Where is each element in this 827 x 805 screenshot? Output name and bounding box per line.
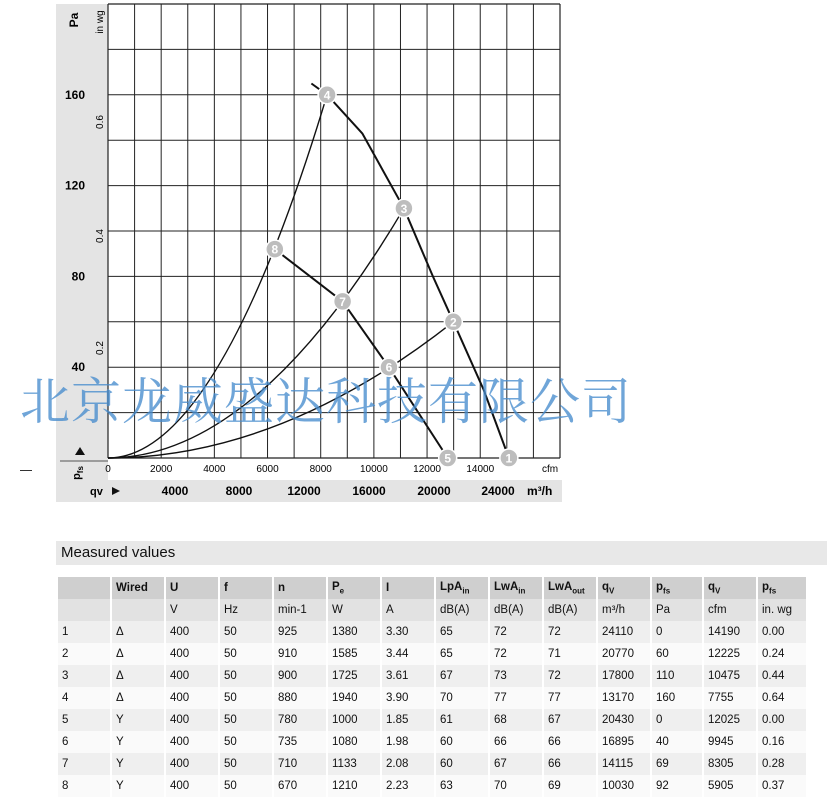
table-cell: 60 [436,753,488,775]
operating-point-label: 2 [450,315,457,330]
operating-point-label: 3 [400,201,408,216]
table-row [58,687,806,709]
y-tick-label-pa: 120 [64,178,85,193]
table-cell: 5 [58,709,110,731]
x-tick-label-m3h: 24000 [481,484,515,498]
column-unit: Hz [220,599,272,621]
table-cell: 70 [436,687,488,709]
operating-point-label: 5 [444,451,452,466]
operating-point-label: 4 [323,88,331,103]
column-header: $q_V$ [704,577,756,599]
table-cell: 3.90 [382,687,434,709]
table-cell: 40 [652,731,702,753]
table-cell: 65 [436,643,488,665]
table-cell: 24110 [598,621,650,643]
table-cell: 73 [490,665,542,687]
table-cell: 1.98 [382,731,434,753]
column-header: $P_e$ [328,577,380,599]
y-tick-label-pa: 160 [64,87,85,102]
table-cell: Y [112,775,164,797]
table-cell: 13170 [598,687,650,709]
table-cell: 400 [166,643,218,665]
table-cell: 0.28 [758,753,806,775]
table-cell: 3 [58,665,110,687]
table-cell: 0.00 [758,709,806,731]
table-cell: 50 [220,665,272,687]
column-unit: dB(A) [544,599,596,621]
x-tick-label-cfm: 4000 [203,464,226,475]
table-cell: 910 [274,643,326,665]
column-unit: W [328,599,380,621]
column-unit: V [166,599,218,621]
column-header-subscript: fs [769,586,777,596]
table-cell: 1080 [328,731,380,753]
x-tick-label-cfm: 12000 [413,464,441,475]
column-header: Wired [112,577,164,599]
x-tick-label-m3h: 20000 [417,484,451,498]
table-cell: 1380 [328,621,380,643]
table-cell: Δ [112,643,164,665]
table-cell: 72 [544,621,596,643]
pfs-symbol: p [71,473,83,480]
table-cell: 70 [490,775,542,797]
operating-point-label: 1 [505,451,513,466]
table-cell: 0.00 [758,621,806,643]
table-cell: 2.23 [382,775,434,797]
table-cell: 925 [274,621,326,643]
column-header-subscript: in [518,586,526,596]
table-cell: 0.24 [758,643,806,665]
table-cell: 10030 [598,775,650,797]
table-cell: 3.44 [382,643,434,665]
column-header: LpA$_{in}$ [436,577,488,599]
table-cell: 50 [220,687,272,709]
table-cell: 400 [166,753,218,775]
table-cell: 0.44 [758,665,806,687]
table-cell: 67 [490,753,542,775]
table-cell: 400 [166,665,218,687]
table-cell: 400 [166,621,218,643]
table-cell: 68 [490,709,542,731]
x-tick-label-cfm: 14000 [466,464,495,475]
table-cell: 1133 [328,753,380,775]
pfs-subscript: fs [76,466,85,474]
table-cell: 69 [652,753,702,775]
table-cell: 670 [274,775,326,797]
y-axis-unit-pa: Pa [67,12,81,28]
table-cell: 4 [58,687,110,709]
table-cell: 20430 [598,709,650,731]
table-cell: 61 [436,709,488,731]
table-cell: 0.16 [758,731,806,753]
table-cell: 63 [436,775,488,797]
table-cell: 0.37 [758,775,806,797]
table-cell: 92 [652,775,702,797]
table-cell: 60 [436,731,488,753]
column-header-subscript: in [462,586,470,596]
table-cell: 77 [544,687,596,709]
table-cell: 1.85 [382,709,434,731]
table-cell: 880 [274,687,326,709]
column-header [58,577,110,599]
column-unit: dB(A) [490,599,542,621]
qv-axis-label: qv [90,486,103,498]
column-unit: A [382,599,434,621]
column-unit: Pa [652,599,702,621]
x-tick-label-m3h: 8000 [225,484,253,498]
table-cell: 735 [274,731,326,753]
table-header-row [58,577,806,599]
column-unit: min-1 [274,599,326,621]
table-cell: 400 [166,687,218,709]
table-cell: 72 [490,643,542,665]
x-tick-label-m3h: 12000 [287,484,321,498]
y-tick-label-inwg: 0.4 [95,229,106,243]
column-header: f [220,577,272,599]
table-cell: 1000 [328,709,380,731]
x-tick-label-cfm: 6000 [256,464,279,475]
table-cell: 60 [652,643,702,665]
table-cell: 400 [166,731,218,753]
left-axis-band [56,4,108,502]
column-header: LwA$_{out}$ [544,577,596,599]
table-cell: 1210 [328,775,380,797]
table-cell: 7 [58,753,110,775]
column-header: U [166,577,218,599]
table-cell: 50 [220,775,272,797]
column-unit: dB(A) [436,599,488,621]
table-cell: 17800 [598,665,650,687]
column-header-subscript: out [572,586,585,596]
table-cell: 72 [544,665,596,687]
table-cell: 10475 [704,665,756,687]
x-tick-label-cfm: 0 [105,464,111,475]
table-cell: 1940 [328,687,380,709]
table-cell: Y [112,753,164,775]
table-cell: 66 [544,753,596,775]
column-unit [112,599,164,621]
table-cell: 2 [58,643,110,665]
table-row [58,731,806,753]
table-row [58,643,806,665]
table-cell: 710 [274,753,326,775]
operating-point-label: 8 [271,242,279,257]
table-row [58,775,806,797]
column-header: $p_{fs}$ [652,577,702,599]
table-cell: 50 [220,709,272,731]
column-header-subscript: e [339,586,345,596]
table-cell: 66 [544,731,596,753]
table-cell: 72 [490,621,542,643]
x-axis-unit-m3h: m³/h [527,484,553,498]
x-tick-label-m3h: 16000 [352,484,386,498]
table-cell: 160 [652,687,702,709]
operating-point-label: 7 [339,294,346,309]
column-header-subscript: V [715,586,721,596]
table-row [58,621,806,643]
table-cell: 9945 [704,731,756,753]
y-tick-label-inwg: 0.2 [95,341,106,355]
table-cell: 50 [220,753,272,775]
table-cell: 7755 [704,687,756,709]
table-cell: 2.08 [382,753,434,775]
table-cell: 50 [220,643,272,665]
column-unit [58,599,110,621]
left-dash-mark [20,470,32,471]
column-header: $p_{fs}$ [758,577,806,599]
table-cell: 50 [220,621,272,643]
column-header-subscript: V [609,586,615,596]
x-axis-unit-cfm: cfm [542,464,559,475]
table-cell: 14190 [704,621,756,643]
table-cell: 8305 [704,753,756,775]
column-header: LwA$_{in}$ [490,577,542,599]
table-cell: 0 [652,709,702,731]
table-cell: 780 [274,709,326,731]
table-cell: 1725 [328,665,380,687]
table-cell: 50 [220,731,272,753]
table-cell: 400 [166,775,218,797]
column-unit: in. wg [758,599,806,621]
table-cell: Δ [112,621,164,643]
column-header: I [382,577,434,599]
table-cell: 14115 [598,753,650,775]
table-cell: 66 [490,731,542,753]
table-cell: 0.64 [758,687,806,709]
table-cell: 16895 [598,731,650,753]
table-cell: 12025 [704,709,756,731]
table-cell: 6 [58,731,110,753]
column-header: $q_V$ [598,577,650,599]
table-cell: 3.30 [382,621,434,643]
table-row [58,753,806,775]
table-row [58,665,806,687]
y-tick-label-pa: 40 [71,360,85,375]
table-cell: Δ [112,687,164,709]
x-tick-label-m3h: 4000 [161,484,189,498]
table-cell: 110 [652,665,702,687]
table-cell: 67 [436,665,488,687]
table-unit-row [58,599,806,621]
x-tick-label-cfm: 10000 [359,464,388,475]
x-tick-label-cfm: 8000 [309,464,332,475]
table-cell: 71 [544,643,596,665]
column-unit: cfm [704,599,756,621]
table-cell: 1 [58,621,110,643]
x-tick-label-cfm: 2000 [150,464,173,475]
table-cell: 20770 [598,643,650,665]
table-cell: 5905 [704,775,756,797]
table-cell: 8 [58,775,110,797]
table-cell: 65 [436,621,488,643]
table-cell: Δ [112,665,164,687]
column-unit: m³/h [598,599,650,621]
measured-values-table [56,577,808,797]
table-cell: 400 [166,709,218,731]
column-header-subscript: fs [663,586,671,596]
operating-point-label: 6 [385,360,393,375]
column-header: n [274,577,326,599]
table-cell: 77 [490,687,542,709]
table-cell: Y [112,709,164,731]
y-tick-label-pa: 80 [71,269,85,284]
table-cell: Y [112,731,164,753]
y-axis-unit-inwg: in wg [95,10,106,34]
table-cell: 3.61 [382,665,434,687]
measured-values-title: Measured values [56,541,827,565]
table-cell: 900 [274,665,326,687]
table-cell: 0 [652,621,702,643]
table-cell: 69 [544,775,596,797]
table-cell: 67 [544,709,596,731]
table-cell: 1585 [328,643,380,665]
table-row [58,709,806,731]
watermark-company: 北京龙威盛达科技有限公司 [20,373,632,431]
table-cell: 12225 [704,643,756,665]
y-tick-label-inwg: 0.6 [95,115,106,129]
